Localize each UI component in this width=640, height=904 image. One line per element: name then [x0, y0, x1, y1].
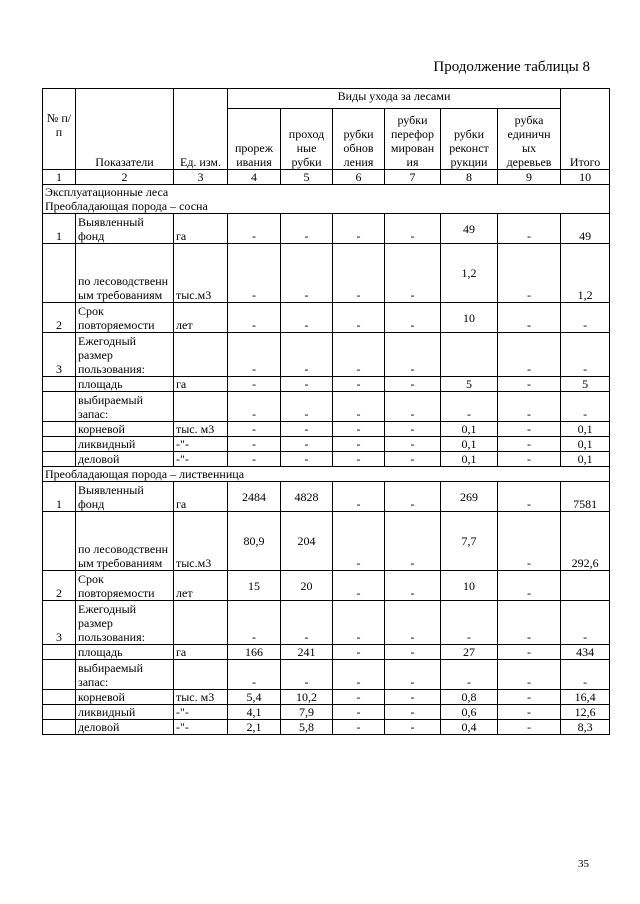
value-cell: -	[385, 437, 441, 452]
value-cell: 204	[281, 512, 333, 571]
unit-cell: га	[174, 482, 228, 512]
value-cell: -	[281, 422, 333, 437]
indicator-label: Ежегодный размер пользования:	[76, 333, 174, 377]
total-cell: 8,3	[561, 720, 610, 735]
value-cell: 269	[441, 482, 498, 512]
value-cell: 5,8	[281, 720, 333, 735]
table-row	[43, 601, 610, 645]
column-number: 1	[43, 170, 76, 185]
value-cell: -	[498, 705, 561, 720]
value-cell: 241	[281, 645, 333, 660]
value-cell: -	[333, 377, 385, 392]
row-number	[43, 512, 76, 571]
value-cell: 49	[441, 214, 498, 244]
value-cell: -	[498, 452, 561, 467]
header-type: рубки перефор мирован ия	[385, 109, 441, 170]
value-cell: -	[333, 571, 385, 601]
value-cell: -	[333, 690, 385, 705]
value-cell: -	[498, 512, 561, 571]
value-cell: -	[498, 303, 561, 333]
indicator-label: Выявленный фонд	[76, 482, 174, 512]
indicator-label: Ежегодный размер пользования:	[76, 601, 174, 645]
value-cell: 0,4	[441, 720, 498, 735]
table-row	[43, 392, 610, 422]
value-cell: -	[498, 601, 561, 645]
value-cell: -	[333, 601, 385, 645]
header-type: рубка единичн ых деревьев	[498, 109, 561, 170]
table-row	[43, 422, 610, 437]
value-cell: -	[385, 377, 441, 392]
total-cell: 49	[561, 214, 610, 244]
unit-cell: лет	[174, 571, 228, 601]
column-number: 5	[281, 170, 333, 185]
value-cell: 15	[228, 571, 281, 601]
value-cell: 10,2	[281, 690, 333, 705]
value-cell: -	[498, 645, 561, 660]
value-cell: -	[281, 660, 333, 690]
value-cell: -	[385, 214, 441, 244]
row-number	[43, 705, 76, 720]
value-cell: -	[385, 705, 441, 720]
value-cell: -	[333, 244, 385, 303]
table-row	[43, 512, 610, 571]
value-cell: -	[385, 452, 441, 467]
unit-cell: га	[174, 214, 228, 244]
total-cell: 0,1	[561, 452, 610, 467]
table-row	[43, 303, 610, 333]
header-type: проход ные рубки	[281, 109, 333, 170]
value-cell: -	[333, 512, 385, 571]
value-cell: 27	[441, 645, 498, 660]
total-cell: -	[561, 392, 610, 422]
column-numbers-row	[43, 170, 610, 185]
table-row	[43, 377, 610, 392]
row-number	[43, 377, 76, 392]
value-cell: 2484	[228, 482, 281, 512]
total-cell: 0,1	[561, 422, 610, 437]
value-cell: -	[498, 571, 561, 601]
total-cell	[561, 571, 610, 601]
value-cell: -	[498, 392, 561, 422]
value-cell: -	[441, 660, 498, 690]
value-cell: -	[385, 303, 441, 333]
header-total: Итого	[561, 89, 610, 170]
total-cell: 434	[561, 645, 610, 660]
indicator-label: площадь	[76, 377, 174, 392]
value-cell: 5	[441, 377, 498, 392]
header-num: № п/п	[43, 89, 76, 170]
value-cell: 0,1	[441, 452, 498, 467]
total-cell: 7581	[561, 482, 610, 512]
value-cell: -	[333, 705, 385, 720]
table-row	[43, 214, 610, 244]
value-cell: 10	[441, 303, 498, 333]
indicator-label: деловой	[76, 720, 174, 735]
value-cell: -	[228, 437, 281, 452]
table-row	[43, 645, 610, 660]
unit-cell: тыс. м3	[174, 690, 228, 705]
indicator-label: деловой	[76, 452, 174, 467]
row-number: 2	[43, 571, 76, 601]
table-row	[43, 720, 610, 735]
value-cell: -	[333, 482, 385, 512]
value-cell: -	[333, 303, 385, 333]
column-number: 4	[228, 170, 281, 185]
value-cell: -	[385, 571, 441, 601]
column-number: 9	[498, 170, 561, 185]
total-cell: -	[561, 660, 610, 690]
indicator-label: корневой	[76, 422, 174, 437]
value-cell	[441, 333, 498, 377]
value-cell: -	[385, 333, 441, 377]
total-cell: -	[561, 333, 610, 377]
unit-cell: тыс.м3	[174, 512, 228, 571]
value-cell: -	[498, 660, 561, 690]
unit-cell: -"-	[174, 705, 228, 720]
value-cell: -	[385, 422, 441, 437]
section-title-row	[43, 467, 610, 482]
table-row	[43, 244, 610, 303]
value-cell: -	[228, 377, 281, 392]
indicator-label: Срок повторяемости	[76, 571, 174, 601]
column-number: 2	[76, 170, 174, 185]
row-number	[43, 244, 76, 303]
value-cell: -	[281, 214, 333, 244]
header-unit: Ед. изм.	[174, 89, 228, 170]
row-number	[43, 452, 76, 467]
indicator-label: выбираемый запас:	[76, 392, 174, 422]
value-cell: -	[498, 377, 561, 392]
value-cell: -	[385, 690, 441, 705]
indicator-label: площадь	[76, 645, 174, 660]
total-cell: 0,1	[561, 437, 610, 452]
row-number: 1	[43, 482, 76, 512]
total-cell: -	[561, 303, 610, 333]
unit-cell: га	[174, 377, 228, 392]
value-cell: -	[333, 333, 385, 377]
row-number: 1	[43, 214, 76, 244]
row-number: 2	[43, 303, 76, 333]
unit-cell: тыс.м3	[174, 244, 228, 303]
table-row	[43, 482, 610, 512]
value-cell: 0,1	[441, 422, 498, 437]
value-cell: -	[441, 601, 498, 645]
value-cell: 4,1	[228, 705, 281, 720]
value-cell: -	[385, 660, 441, 690]
row-number	[43, 645, 76, 660]
value-cell: -	[498, 214, 561, 244]
value-cell: -	[228, 660, 281, 690]
unit-cell	[174, 333, 228, 377]
table-row	[43, 571, 610, 601]
value-cell: -	[333, 214, 385, 244]
value-cell: -	[498, 482, 561, 512]
value-cell: -	[498, 720, 561, 735]
unit-cell	[174, 601, 228, 645]
header-type: рубки обнов ления	[333, 109, 385, 170]
total-cell: 5	[561, 377, 610, 392]
indicator-label: ликвидный	[76, 437, 174, 452]
unit-cell: га	[174, 645, 228, 660]
value-cell: -	[281, 303, 333, 333]
value-cell: 166	[228, 645, 281, 660]
table-row	[43, 705, 610, 720]
unit-cell: -"-	[174, 720, 228, 735]
total-cell: 12,6	[561, 705, 610, 720]
value-cell: -	[385, 244, 441, 303]
indicator-label: Срок повторяемости	[76, 303, 174, 333]
column-number: 3	[174, 170, 228, 185]
value-cell: -	[228, 452, 281, 467]
column-number: 10	[561, 170, 610, 185]
total-cell: 1,2	[561, 244, 610, 303]
value-cell: -	[385, 645, 441, 660]
indicator-label: Выявленный фонд	[76, 214, 174, 244]
indicator-label: ликвидный	[76, 705, 174, 720]
section-title	[43, 185, 610, 214]
indicator-label: корневой	[76, 690, 174, 705]
header-type: рубки реконст рукции	[441, 109, 498, 170]
value-cell: -	[228, 601, 281, 645]
value-cell: 2,1	[228, 720, 281, 735]
section-title	[43, 467, 610, 482]
indicator-label: по лесоводственн ым требованиям	[76, 512, 174, 571]
value-cell: 7,9	[281, 705, 333, 720]
row-number	[43, 422, 76, 437]
value-cell: -	[281, 377, 333, 392]
indicator-label: выбираемый запас:	[76, 660, 174, 690]
value-cell: -	[385, 601, 441, 645]
value-cell: -	[228, 214, 281, 244]
indicator-label: по лесоводственн ым требованиям	[76, 244, 174, 303]
value-cell: -	[385, 392, 441, 422]
value-cell: -	[441, 392, 498, 422]
value-cell: 0,8	[441, 690, 498, 705]
table-row	[43, 437, 610, 452]
value-cell: -	[281, 392, 333, 422]
value-cell: -	[228, 392, 281, 422]
table-row	[43, 690, 610, 705]
column-number: 7	[385, 170, 441, 185]
value-cell: -	[333, 720, 385, 735]
row-number: 3	[43, 333, 76, 377]
value-cell: 5,4	[228, 690, 281, 705]
value-cell: -	[385, 512, 441, 571]
section-title-line: Преобладающая порода – сосна	[45, 199, 208, 213]
value-cell: -	[498, 437, 561, 452]
unit-cell: -"-	[174, 452, 228, 467]
value-cell: -	[385, 720, 441, 735]
row-number	[43, 720, 76, 735]
value-cell: -	[281, 244, 333, 303]
value-cell: 20	[281, 571, 333, 601]
forest-care-table	[42, 88, 610, 735]
unit-cell: -"-	[174, 437, 228, 452]
value-cell: -	[333, 660, 385, 690]
value-cell: -	[333, 452, 385, 467]
value-cell: -	[498, 333, 561, 377]
unit-cell: тыс. м3	[174, 422, 228, 437]
value-cell: 0,6	[441, 705, 498, 720]
section-title-row	[43, 185, 610, 214]
value-cell: -	[281, 437, 333, 452]
unit-cell: лет	[174, 303, 228, 333]
value-cell: -	[281, 601, 333, 645]
value-cell: -	[228, 333, 281, 377]
header-indicator: Показатели	[76, 89, 174, 170]
section-title-line: Эксплуатационные леса	[45, 185, 169, 199]
value-cell: -	[228, 422, 281, 437]
value-cell: -	[281, 452, 333, 467]
total-cell: 16,4	[561, 690, 610, 705]
total-cell: 292,6	[561, 512, 610, 571]
row-number	[43, 392, 76, 422]
table-caption: Продолжение таблицы 8	[433, 59, 590, 75]
row-number: 3	[43, 601, 76, 645]
value-cell: -	[333, 392, 385, 422]
row-number	[43, 437, 76, 452]
value-cell: 80,9	[228, 512, 281, 571]
value-cell: 10	[441, 571, 498, 601]
unit-cell	[174, 660, 228, 690]
header-type: прореж ивания	[228, 109, 281, 170]
row-number	[43, 660, 76, 690]
table-row	[43, 452, 610, 467]
value-cell: -	[333, 422, 385, 437]
header-care-types: Виды ухода за лесами	[228, 89, 561, 109]
page-number: 35	[578, 858, 589, 870]
value-cell: -	[498, 690, 561, 705]
value-cell: 1,2	[441, 244, 498, 303]
value-cell: -	[228, 244, 281, 303]
unit-cell	[174, 392, 228, 422]
value-cell: -	[498, 422, 561, 437]
total-cell: -	[561, 601, 610, 645]
column-number: 8	[441, 170, 498, 185]
section-title-line: Преобладающая порода – лиственница	[45, 467, 245, 481]
value-cell: 4828	[281, 482, 333, 512]
value-cell: -	[333, 437, 385, 452]
value-cell: 0,1	[441, 437, 498, 452]
table-row	[43, 660, 610, 690]
value-cell: -	[228, 303, 281, 333]
column-number: 6	[333, 170, 385, 185]
value-cell: -	[498, 244, 561, 303]
value-cell: 7,7	[441, 512, 498, 571]
value-cell: -	[281, 333, 333, 377]
table-row	[43, 333, 610, 377]
value-cell: -	[333, 645, 385, 660]
value-cell: -	[385, 482, 441, 512]
row-number	[43, 690, 76, 705]
